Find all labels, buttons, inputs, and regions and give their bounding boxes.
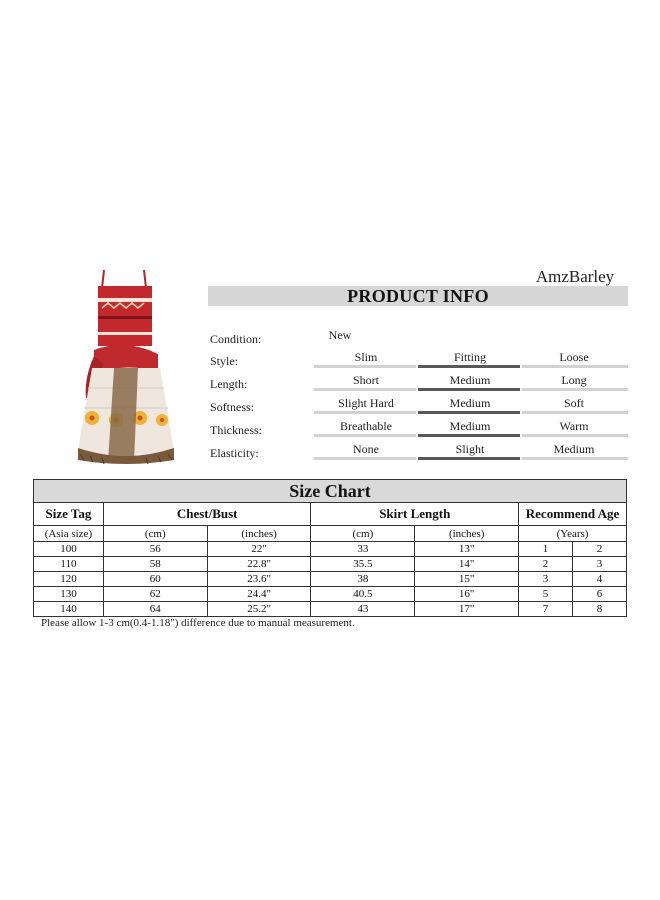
table-cell: 43 (311, 602, 415, 617)
info-row-thickness (208, 419, 628, 441)
info-label: Length: (210, 377, 248, 391)
size-chart-table (33, 479, 627, 617)
info-label: Thickness: (210, 423, 262, 437)
product-image-dress (74, 268, 178, 468)
info-option: Slight Hard (338, 396, 394, 410)
option-bar (314, 457, 416, 460)
option-bar-selected (418, 388, 520, 391)
info-option: Medium (449, 419, 491, 433)
option-bar (522, 411, 628, 414)
info-option: Medium (553, 442, 595, 456)
info-row-length (208, 373, 628, 395)
info-option: Loose (559, 350, 589, 364)
table-cell: 24.4" (207, 587, 311, 602)
measurement-note: Please allow 1-3 cm(0.4-1.18") difference due to manual measurement. (41, 617, 355, 629)
table-cell: 64 (103, 602, 207, 617)
table-cell: 33 (311, 542, 415, 557)
unit-cell: (cm) (103, 526, 207, 542)
table-cell: 16" (415, 587, 519, 602)
info-option: Medium (449, 373, 491, 387)
unit-cell: (Years) (519, 526, 627, 542)
table-row (34, 542, 627, 557)
table-cell: 7 (519, 602, 573, 617)
table-cell: 5 (519, 587, 573, 602)
info-label: Style: (210, 354, 239, 368)
brand-name: AmzBarley (535, 267, 615, 286)
table-cell: 1 (519, 542, 573, 557)
option-bar (522, 434, 628, 437)
table-row (34, 572, 627, 587)
option-bar (314, 365, 416, 368)
header-skirt-length: Skirt Length (311, 503, 519, 526)
table-cell: 56 (103, 542, 207, 557)
info-option: Slight (455, 442, 485, 456)
option-bar-selected (418, 365, 520, 368)
table-cell: 17" (415, 602, 519, 617)
unit-cell: (Asia size) (34, 526, 104, 542)
info-option: Slim (354, 350, 378, 364)
unit-cell: (cm) (311, 526, 415, 542)
table-cell: 2 (573, 542, 627, 557)
table-cell: 13" (415, 542, 519, 557)
info-option: Warm (559, 419, 589, 433)
option-bar-selected (418, 457, 520, 460)
info-row-style (208, 350, 628, 372)
info-option: None (353, 442, 379, 456)
option-bar-selected (418, 434, 520, 437)
table-cell: 6 (573, 587, 627, 602)
table-cell: 130 (34, 587, 104, 602)
info-row-condition (208, 328, 628, 350)
table-cell: 110 (34, 557, 104, 572)
option-bar (314, 411, 416, 414)
option-bar (522, 457, 628, 460)
table-cell: 22" (207, 542, 311, 557)
info-option: Soft (563, 396, 584, 410)
condition-value: New (328, 328, 352, 342)
table-cell: 58 (103, 557, 207, 572)
table-row (34, 557, 627, 572)
table-cell: 15" (415, 572, 519, 587)
header-recommend-age: Recommend Age (519, 503, 627, 526)
table-cell: 4 (573, 572, 627, 587)
table-row (34, 602, 627, 617)
option-bar (522, 365, 628, 368)
option-bar (522, 388, 628, 391)
info-label: Elasticity: (210, 446, 259, 460)
option-bar (314, 434, 416, 437)
info-option: Short (352, 373, 379, 387)
table-row (34, 587, 627, 602)
table-cell: 40.5 (311, 587, 415, 602)
unit-cell: (inches) (207, 526, 311, 542)
info-option: Breathable (340, 419, 392, 433)
option-bar-selected (418, 411, 520, 414)
table-cell: 60 (103, 572, 207, 587)
table-cell: 62 (103, 587, 207, 602)
info-option: Long (561, 373, 587, 387)
table-cell: 140 (34, 602, 104, 617)
info-label: Condition: (210, 332, 262, 346)
info-option: Fitting (453, 350, 486, 364)
header-chest-bust: Chest/Bust (103, 503, 311, 526)
table-cell: 8 (573, 602, 627, 617)
table-cell: 22.8" (207, 557, 311, 572)
table-cell: 3 (519, 572, 573, 587)
table-cell: 120 (34, 572, 104, 587)
table-cell: 100 (34, 542, 104, 557)
info-row-softness (208, 396, 628, 418)
option-bar (314, 388, 416, 391)
product-info-title: PRODUCT INFO (208, 286, 628, 306)
info-row-elasticity (208, 442, 628, 464)
info-option: Medium (449, 396, 491, 410)
unit-cell: (inches) (415, 526, 519, 542)
table-cell: 23.6" (207, 572, 311, 587)
table-cell: 38 (311, 572, 415, 587)
table-cell: 14" (415, 557, 519, 572)
header-size-tag: Size Tag (34, 503, 104, 526)
table-cell: 2 (519, 557, 573, 572)
info-label: Softness: (210, 400, 255, 414)
table-cell: 35.5 (311, 557, 415, 572)
table-cell: 25.2" (207, 602, 311, 617)
table-cell: 3 (573, 557, 627, 572)
size-chart-title: Size Chart (34, 480, 627, 503)
